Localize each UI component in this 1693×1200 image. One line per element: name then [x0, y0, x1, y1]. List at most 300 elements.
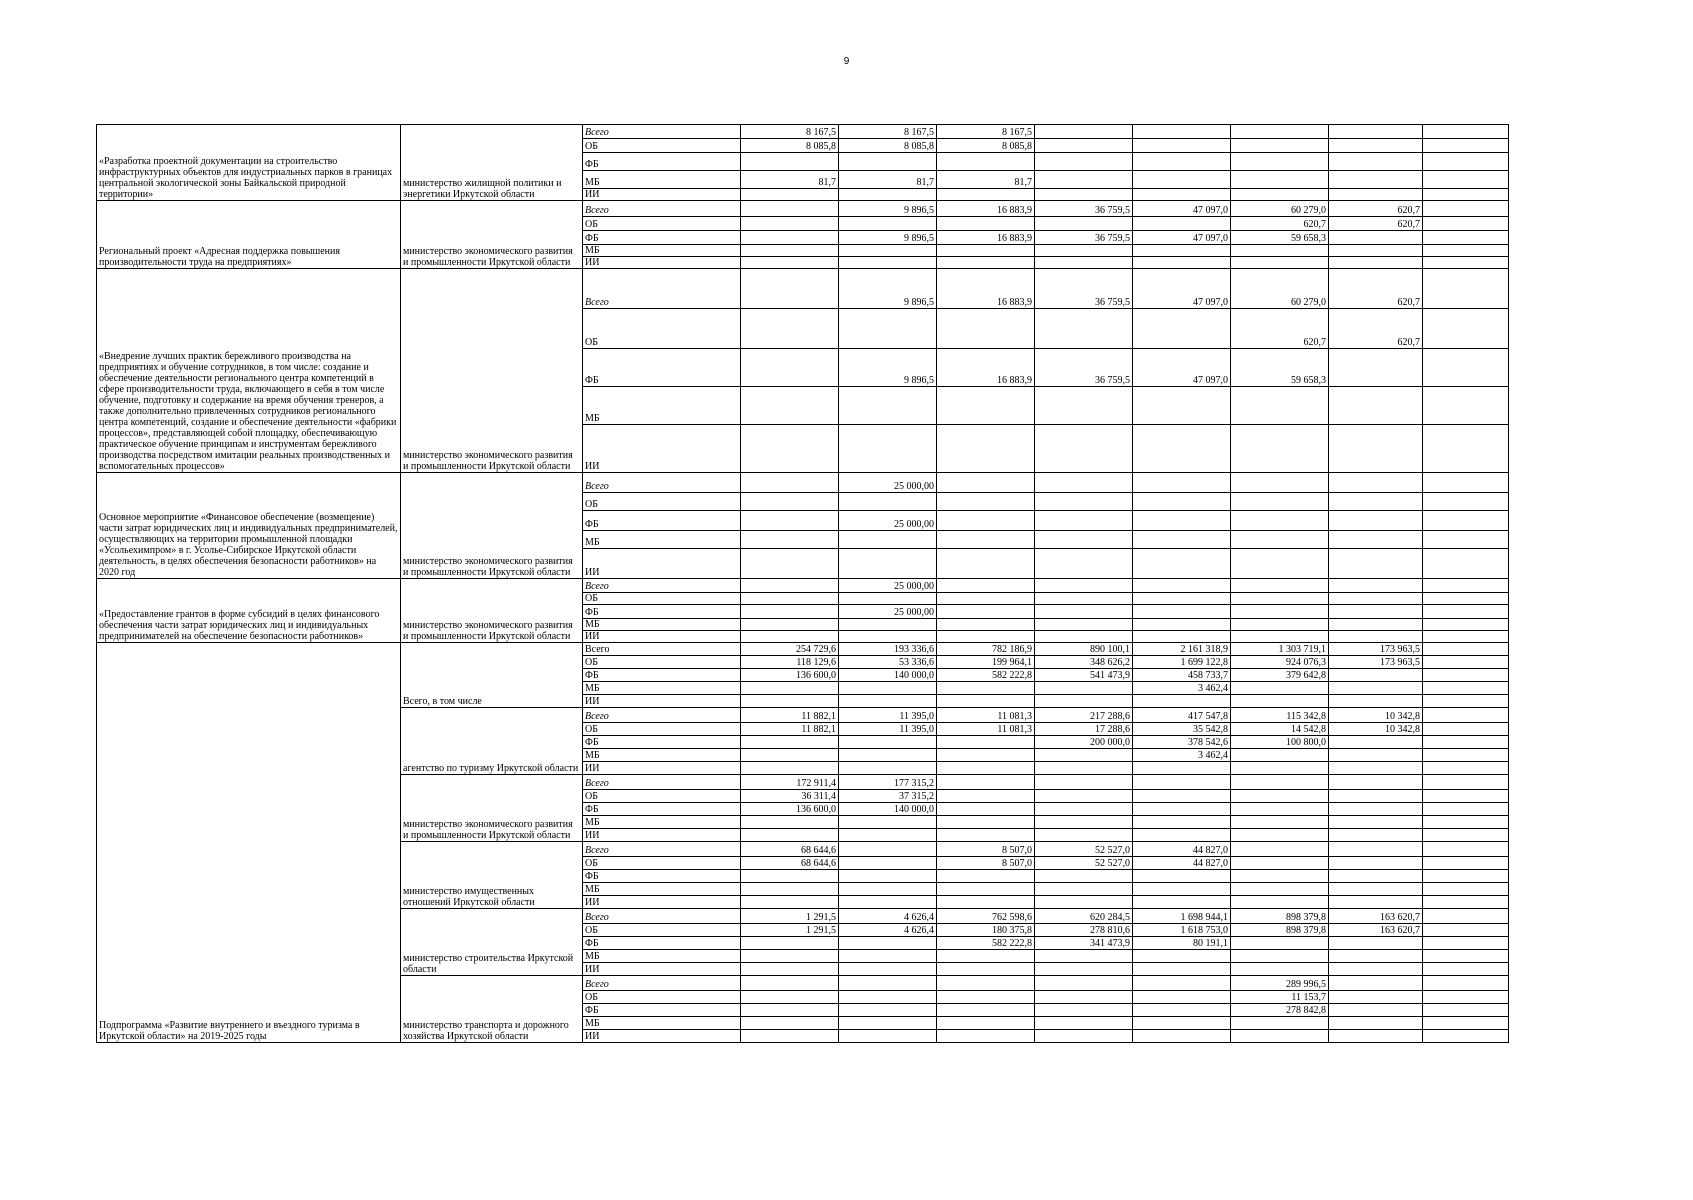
amount-cell [1423, 125, 1509, 139]
funding-source: ФБ [583, 1004, 741, 1017]
amount-cell: 136 600,0 [741, 669, 839, 682]
amount-cell [1329, 631, 1423, 643]
amount-cell [1231, 245, 1329, 257]
amount-cell [1231, 682, 1329, 695]
amount-cell: 47 097,0 [1133, 201, 1231, 217]
amount-cell [1329, 493, 1423, 511]
funding-source: МБ [583, 816, 741, 829]
amount-cell: 81,7 [937, 171, 1035, 189]
amount-cell [937, 749, 1035, 762]
amount-cell [741, 493, 839, 511]
amount-cell [1423, 425, 1509, 473]
amount-cell [1329, 1030, 1423, 1043]
amount-cell [1231, 473, 1329, 493]
amount-cell: 81,7 [839, 171, 937, 189]
amount-cell [937, 695, 1035, 708]
amount-cell [1035, 883, 1133, 896]
amount-cell [937, 257, 1035, 269]
amount-cell: 620,7 [1231, 309, 1329, 349]
amount-cell [741, 870, 839, 883]
amount-cell: 620,7 [1329, 201, 1423, 217]
amount-cell: 217 288,6 [1035, 708, 1133, 723]
amount-cell [1133, 775, 1231, 790]
amount-cell [1329, 842, 1423, 857]
amount-cell [839, 1030, 937, 1043]
amount-cell [1231, 631, 1329, 643]
funding-source: ФБ [583, 669, 741, 682]
amount-cell: 36 759,5 [1035, 201, 1133, 217]
amount-cell [1329, 125, 1423, 139]
executor-name: министерство имущественных отношений Иркутской области [401, 842, 583, 909]
amount-cell: 68 644,6 [741, 857, 839, 870]
amount-cell [1035, 531, 1133, 549]
amount-cell [1133, 153, 1231, 171]
amount-cell [1133, 473, 1231, 493]
amount-cell [1423, 387, 1509, 425]
amount-cell [741, 217, 839, 231]
funding-source: ФБ [583, 736, 741, 749]
amount-cell [1231, 857, 1329, 870]
amount-cell [741, 349, 839, 387]
amount-cell [1035, 1030, 1133, 1043]
amount-cell [1329, 425, 1423, 473]
amount-cell [1231, 695, 1329, 708]
funding-source: ОБ [583, 309, 741, 349]
amount-cell [1133, 171, 1231, 189]
amount-cell [741, 231, 839, 245]
funding-source: Всего [583, 708, 741, 723]
amount-cell [1329, 976, 1423, 991]
amount-cell [1035, 217, 1133, 231]
amount-cell: 53 336,6 [839, 656, 937, 669]
amount-cell [1035, 619, 1133, 631]
funding-source: Всего [583, 473, 741, 493]
amount-cell [839, 829, 937, 842]
amount-cell: 52 527,0 [1035, 857, 1133, 870]
amount-cell: 1 291,5 [741, 924, 839, 937]
amount-cell [1231, 1030, 1329, 1043]
amount-cell [1423, 775, 1509, 790]
amount-cell [741, 549, 839, 579]
amount-cell [1423, 656, 1509, 669]
funding-source: ОБ [583, 723, 741, 736]
amount-cell: 25 000,00 [839, 511, 937, 531]
amount-cell [1035, 257, 1133, 269]
amount-cell [1329, 937, 1423, 950]
amount-cell [1133, 1030, 1231, 1043]
amount-cell [839, 425, 937, 473]
amount-cell [741, 201, 839, 217]
amount-cell [1231, 749, 1329, 762]
amount-cell [1423, 493, 1509, 511]
amount-cell [1423, 723, 1509, 736]
amount-cell [1231, 171, 1329, 189]
executor-name: министерство экономического развития и промышленности Иркутской области [401, 473, 583, 579]
amount-cell: 1 618 753,0 [1133, 924, 1231, 937]
amount-cell [1329, 896, 1423, 909]
executor-name: министерство жилищной политики и энергетики Иркутской области [401, 125, 583, 201]
amount-cell: 59 658,3 [1231, 349, 1329, 387]
amount-cell: 25 000,00 [839, 579, 937, 593]
amount-cell: 348 626,2 [1035, 656, 1133, 669]
amount-cell [741, 883, 839, 896]
amount-cell [741, 245, 839, 257]
amount-cell [1231, 762, 1329, 775]
funding-source: ИИ [583, 257, 741, 269]
amount-cell: 289 996,5 [1231, 976, 1329, 991]
amount-cell [1423, 924, 1509, 937]
amount-cell [1035, 631, 1133, 643]
amount-cell [1423, 643, 1509, 656]
amount-cell [1329, 963, 1423, 976]
funding-source: Всего [583, 125, 741, 139]
amount-cell [937, 245, 1035, 257]
amount-cell: 60 279,0 [1231, 269, 1329, 309]
funding-source: ФБ [583, 349, 741, 387]
amount-cell [1329, 579, 1423, 593]
amount-cell [1035, 549, 1133, 579]
amount-cell [1423, 976, 1509, 991]
table-row [97, 201, 1509, 217]
amount-cell [741, 695, 839, 708]
amount-cell [1423, 349, 1509, 387]
amount-cell [1133, 257, 1231, 269]
amount-cell [741, 749, 839, 762]
amount-cell [1423, 549, 1509, 579]
amount-cell: 890 100,1 [1035, 643, 1133, 656]
amount-cell [1423, 1017, 1509, 1030]
funding-source: ФБ [583, 803, 741, 816]
amount-cell [1231, 189, 1329, 201]
amount-cell: 16 883,9 [937, 349, 1035, 387]
amount-cell: 254 729,6 [741, 643, 839, 656]
amount-cell: 620,7 [1231, 217, 1329, 231]
amount-cell [1231, 829, 1329, 842]
funding-source: Всего [583, 909, 741, 924]
funding-source: Всего [583, 269, 741, 309]
amount-cell [1423, 695, 1509, 708]
amount-cell [1329, 736, 1423, 749]
amount-cell: 620,7 [1329, 309, 1423, 349]
amount-cell [1035, 1017, 1133, 1030]
amount-cell [1423, 1004, 1509, 1017]
amount-cell [1231, 950, 1329, 963]
amount-cell [839, 842, 937, 857]
amount-cell [741, 1004, 839, 1017]
amount-cell [1035, 749, 1133, 762]
amount-cell [1133, 762, 1231, 775]
amount-cell [1423, 842, 1509, 857]
amount-cell [839, 257, 937, 269]
amount-cell [1329, 139, 1423, 153]
amount-cell [839, 217, 937, 231]
amount-cell [1423, 269, 1509, 309]
funding-source: ИИ [583, 549, 741, 579]
amount-cell [1423, 139, 1509, 153]
amount-cell [1035, 695, 1133, 708]
amount-cell [741, 257, 839, 269]
amount-cell [839, 749, 937, 762]
amount-cell [1423, 631, 1509, 643]
amount-cell [1035, 775, 1133, 790]
amount-cell [1329, 1004, 1423, 1017]
amount-cell [1231, 139, 1329, 153]
amount-cell [1035, 829, 1133, 842]
executor-name: агентство по туризму Иркутской области [401, 708, 583, 775]
amount-cell [1329, 669, 1423, 682]
amount-cell [937, 816, 1035, 829]
funding-source: МБ [583, 171, 741, 189]
amount-cell [1133, 976, 1231, 991]
amount-cell [1231, 619, 1329, 631]
amount-cell [1035, 139, 1133, 153]
amount-cell [1423, 803, 1509, 816]
amount-cell [1133, 579, 1231, 593]
amount-cell [937, 217, 1035, 231]
amount-cell [1423, 153, 1509, 171]
executor-name: министерство экономического развития и промышленности Иркутской области [401, 269, 583, 473]
amount-cell [1329, 605, 1423, 619]
amount-cell [1231, 605, 1329, 619]
funding-source: ФБ [583, 937, 741, 950]
amount-cell [839, 896, 937, 909]
amount-cell: 9 896,5 [839, 231, 937, 245]
amount-cell [741, 991, 839, 1004]
amount-cell [1423, 511, 1509, 531]
executor-name: министерство транспорта и дорожного хозяйства Иркутской области [401, 976, 583, 1043]
amount-cell: 924 076,3 [1231, 656, 1329, 669]
table-row [97, 269, 1509, 309]
amount-cell [741, 189, 839, 201]
amount-cell [1035, 682, 1133, 695]
amount-cell [1035, 605, 1133, 619]
amount-cell [937, 991, 1035, 1004]
amount-cell: 11 395,0 [839, 708, 937, 723]
amount-cell [937, 950, 1035, 963]
amount-cell [1329, 749, 1423, 762]
amount-cell [1035, 790, 1133, 803]
amount-cell: 36 759,5 [1035, 269, 1133, 309]
amount-cell: 115 342,8 [1231, 708, 1329, 723]
amount-cell [1423, 736, 1509, 749]
executor-name: министерство экономического развития и промышленности Иркутской области [401, 775, 583, 842]
amount-cell [1231, 963, 1329, 976]
amount-cell [1423, 829, 1509, 842]
amount-cell [1133, 631, 1231, 643]
amount-cell [1329, 695, 1423, 708]
amount-cell: 16 883,9 [937, 201, 1035, 217]
amount-cell: 11 395,0 [839, 723, 937, 736]
amount-cell [1231, 387, 1329, 425]
amount-cell [1329, 883, 1423, 896]
amount-cell [1035, 803, 1133, 816]
amount-cell [741, 736, 839, 749]
amount-cell [741, 682, 839, 695]
funding-source: ФБ [583, 153, 741, 171]
amount-cell [741, 1030, 839, 1043]
amount-cell [741, 153, 839, 171]
amount-cell [1329, 619, 1423, 631]
amount-cell [1231, 153, 1329, 171]
amount-cell [1423, 619, 1509, 631]
table-row [97, 125, 1509, 139]
amount-cell [1231, 816, 1329, 829]
funding-source: ИИ [583, 762, 741, 775]
amount-cell [1329, 991, 1423, 1004]
amount-cell [1035, 762, 1133, 775]
amount-cell [1231, 425, 1329, 473]
amount-cell [1035, 171, 1133, 189]
amount-cell [1133, 963, 1231, 976]
amount-cell [1035, 816, 1133, 829]
amount-cell [1329, 473, 1423, 493]
amount-cell: 163 620,7 [1329, 909, 1423, 924]
amount-cell [1133, 549, 1231, 579]
amount-cell [1231, 257, 1329, 269]
amount-cell [1133, 619, 1231, 631]
amount-cell [1423, 579, 1509, 593]
funding-source: Всего [583, 976, 741, 991]
amount-cell: 278 842,8 [1231, 1004, 1329, 1017]
amount-cell [1035, 473, 1133, 493]
amount-cell [741, 976, 839, 991]
amount-cell [741, 1017, 839, 1030]
funding-source: Всего [583, 579, 741, 593]
amount-cell [1133, 605, 1231, 619]
amount-cell [1329, 775, 1423, 790]
amount-cell [1133, 870, 1231, 883]
funding-source: ИИ [583, 1030, 741, 1043]
amount-cell: 378 542,6 [1133, 736, 1231, 749]
amount-cell: 8 167,5 [741, 125, 839, 139]
amount-cell [1423, 896, 1509, 909]
amount-cell: 136 600,0 [741, 803, 839, 816]
amount-cell [937, 309, 1035, 349]
amount-cell [1133, 493, 1231, 511]
amount-cell [741, 963, 839, 976]
amount-cell: 177 315,2 [839, 775, 937, 790]
activity-name: Основное мероприятие «Финансовое обеспечение (возмещение) части затрат юридических лиц и индивидуальных предпринимателей, осуществляющих на территории промышленной площадки «Усольехимпром» в г. Усолье-Сибирское Иркутской области деятельность, в целях обеспечения безопасности работников» на 2020 год [97, 473, 401, 579]
amount-cell [1231, 775, 1329, 790]
funding-source: ИИ [583, 896, 741, 909]
amount-cell: 80 191,1 [1133, 937, 1231, 950]
executor-name: министерство строительства Иркутской области [401, 909, 583, 976]
executor-name: министерство экономического развития и промышленности Иркутской области [401, 201, 583, 269]
amount-cell [1035, 579, 1133, 593]
amount-cell [839, 937, 937, 950]
amount-cell [1423, 708, 1509, 723]
amount-cell: 4 626,4 [839, 909, 937, 924]
amount-cell [1035, 896, 1133, 909]
amount-cell [839, 531, 937, 549]
amount-cell [839, 631, 937, 643]
amount-cell: 9 896,5 [839, 201, 937, 217]
amount-cell [1329, 870, 1423, 883]
amount-cell [1035, 153, 1133, 171]
amount-cell [937, 762, 1035, 775]
amount-cell: 1 291,5 [741, 909, 839, 924]
amount-cell: 782 186,9 [937, 643, 1035, 656]
amount-cell [1231, 493, 1329, 511]
amount-cell [1423, 593, 1509, 605]
amount-cell [1423, 857, 1509, 870]
amount-cell [937, 579, 1035, 593]
amount-cell [1423, 531, 1509, 549]
amount-cell [937, 976, 1035, 991]
funding-source: МБ [583, 245, 741, 257]
amount-cell [1423, 883, 1509, 896]
amount-cell [741, 387, 839, 425]
amount-cell: 60 279,0 [1231, 201, 1329, 217]
amount-cell [937, 387, 1035, 425]
amount-cell [1423, 473, 1509, 493]
amount-cell: 10 342,8 [1329, 723, 1423, 736]
amount-cell: 10 342,8 [1329, 708, 1423, 723]
funding-source: МБ [583, 682, 741, 695]
amount-cell [741, 593, 839, 605]
amount-cell [1231, 790, 1329, 803]
amount-cell: 620,7 [1329, 217, 1423, 231]
amount-cell [839, 309, 937, 349]
amount-cell [1133, 1017, 1231, 1030]
executor-name: Всего, в том числе [401, 643, 583, 708]
amount-cell [937, 1017, 1035, 1030]
amount-cell [741, 309, 839, 349]
amount-cell [1231, 883, 1329, 896]
funding-source: ФБ [583, 511, 741, 531]
amount-cell [1231, 125, 1329, 139]
amount-cell: 140 000,0 [839, 669, 937, 682]
amount-cell [1231, 896, 1329, 909]
funding-source: ИИ [583, 829, 741, 842]
amount-cell: 37 315,2 [839, 790, 937, 803]
amount-cell [1133, 803, 1231, 816]
amount-cell: 3 462,4 [1133, 682, 1231, 695]
amount-cell: 47 097,0 [1133, 349, 1231, 387]
amount-cell [1133, 511, 1231, 531]
amount-cell [937, 153, 1035, 171]
amount-cell [1035, 1004, 1133, 1017]
amount-cell [937, 1030, 1035, 1043]
amount-cell: 620,7 [1329, 269, 1423, 309]
amount-cell: 341 473,9 [1035, 937, 1133, 950]
funding-source: ОБ [583, 857, 741, 870]
amount-cell [937, 493, 1035, 511]
amount-cell [1423, 669, 1509, 682]
funding-source: МБ [583, 749, 741, 762]
amount-cell [1133, 309, 1231, 349]
amount-cell [1329, 790, 1423, 803]
amount-cell [1133, 425, 1231, 473]
amount-cell [1329, 245, 1423, 257]
amount-cell [937, 736, 1035, 749]
amount-cell: 417 547,8 [1133, 708, 1231, 723]
page-number: 9 [843, 56, 850, 67]
amount-cell: 36 311,4 [741, 790, 839, 803]
activity-name: «Предоставление грантов в форме субсидий в целях финансового обеспечения части затрат юридических лиц и индивидуальных предпринимателей на обеспечение безопасности работников» [97, 579, 401, 643]
amount-cell [1133, 695, 1231, 708]
amount-cell [1231, 937, 1329, 950]
funding-source: Всего [583, 842, 741, 857]
amount-cell [1329, 549, 1423, 579]
amount-cell [839, 816, 937, 829]
amount-cell [1329, 531, 1423, 549]
amount-cell [937, 883, 1035, 896]
amount-cell [741, 425, 839, 473]
budget-table [96, 124, 1509, 1043]
amount-cell [741, 511, 839, 531]
amount-cell: 541 473,9 [1035, 669, 1133, 682]
